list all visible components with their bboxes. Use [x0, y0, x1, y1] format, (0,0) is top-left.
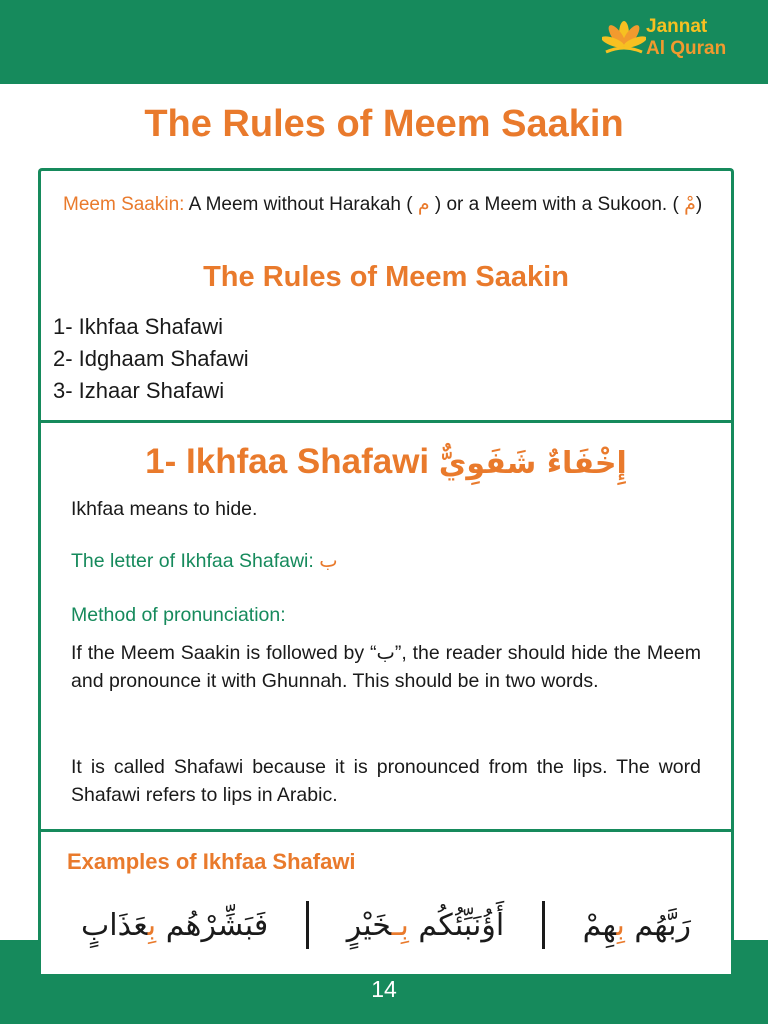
method-text-1: If the Meem Saakin is followed by “: [71, 642, 377, 664]
logo-wordmark: [646, 16, 726, 60]
definition-text-1: A Meem without Harakah (: [184, 194, 418, 215]
logo-line-1: Jannat: [646, 16, 708, 37]
example-separator: [306, 901, 309, 949]
examples-heading: Examples of Ikhfaa Shafawi: [67, 849, 356, 874]
example-highlight: بِ: [147, 907, 157, 943]
rule-item: 3- Izhaar Shafawi: [53, 378, 225, 403]
ba-letter: ب: [319, 549, 338, 572]
example-text: هِمْ: [582, 907, 617, 943]
example-text: خَيْرٍ: [346, 907, 392, 943]
letter-label: The letter of Ikhfaa Shafawi:: [71, 550, 314, 572]
method-description: [71, 639, 701, 695]
example-phrase: [347, 908, 504, 943]
definition-text-3: ): [695, 194, 703, 215]
section-title-text: 1- Ikhfaa Shafawi: [145, 442, 430, 481]
method-label: Method of pronunciation:: [71, 604, 286, 626]
page-number: 14: [371, 976, 397, 1002]
example-text: رَبَّهُم: [624, 907, 691, 943]
section-title-arabic: إِخْفَاءٌ شَفَوِيٌّ: [438, 446, 627, 481]
definition-text-2: ) or a Meem with a Sukoon. (: [429, 194, 685, 215]
rule-item: 2- Idghaam Shafawi: [53, 346, 249, 371]
ikhfaa-meaning: Ikhfaa means to hide.: [71, 498, 258, 520]
ikhfaa-shafawi-title: [41, 439, 731, 487]
example-text: فَبَشِّرْهُم: [156, 907, 269, 943]
example-text: أَؤُنَبِّئُكُم: [408, 907, 505, 943]
method-text-2: ”, the reader should hide the Meem and pronounce it with Ghunnah. This should be in two words.: [71, 642, 701, 692]
page-title: The Rules of Meem Saakin: [144, 103, 624, 145]
example-phrase: [583, 908, 691, 943]
meem-saakin-definition: [63, 191, 711, 219]
meem-symbol: م: [417, 194, 430, 215]
ikhfaa-letter-line: [71, 547, 701, 575]
brand-logo: [602, 16, 730, 74]
shafawi-note: It is called Shafawi because it is pronounced from the lips. The word Shafawi refers to lips in Arabic.: [71, 756, 701, 806]
example-text: عَذَابٍ: [81, 907, 148, 943]
example-phrase: [81, 908, 268, 943]
meem-sukoon-symbol: مْ: [684, 194, 696, 215]
definition-term: Meem Saakin:: [63, 194, 185, 215]
example-separator: [542, 901, 545, 949]
rules-list: [53, 311, 249, 407]
rules-heading: The Rules of Meem Saakin: [203, 261, 569, 293]
logo-line-2: Al Quran: [646, 38, 727, 59]
example-highlight: بِ: [616, 907, 625, 943]
section-divider: [41, 829, 731, 832]
header-band: [0, 0, 768, 84]
lotus-flower-icon: [602, 18, 646, 62]
method-letter: ب: [376, 641, 395, 664]
rule-item: 1- Ikhfaa Shafawi: [53, 314, 223, 339]
examples-row: [81, 895, 691, 955]
content-card: [38, 168, 734, 974]
section-divider: [41, 420, 731, 423]
example-highlight: بِـ: [391, 907, 409, 943]
